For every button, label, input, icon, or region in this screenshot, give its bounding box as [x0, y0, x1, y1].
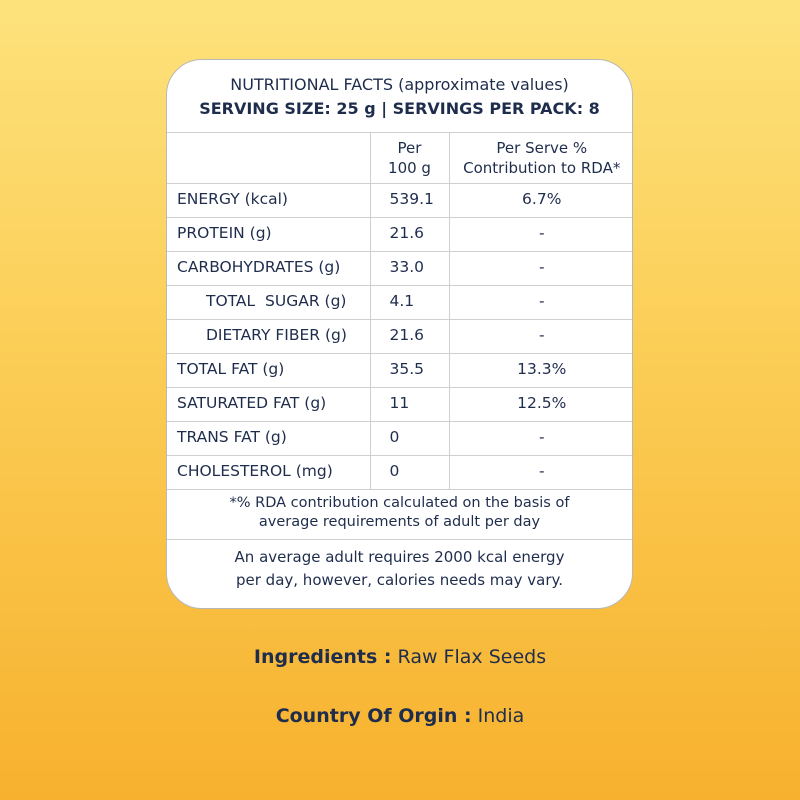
- table-row: [167, 387, 633, 421]
- nutrient-label: CARBOHYDRATES (g): [167, 251, 370, 285]
- rda-value: 13.3%: [449, 353, 633, 387]
- table-row: [167, 183, 633, 217]
- nutrient-label: TRANS FAT (g): [167, 421, 370, 455]
- rda-value: 12.5%: [449, 387, 633, 421]
- rda-footnote-line2: average requirements of adult per day: [258, 513, 541, 530]
- serving-info: SERVING SIZE: 25 g | SERVINGS PER PACK: 8: [199, 99, 600, 118]
- table-row: [167, 455, 633, 489]
- ingredients-line: [0, 646, 800, 668]
- table-row: [167, 421, 633, 455]
- per100-value: 35.5: [370, 353, 449, 387]
- rda-value: 6.7%: [449, 183, 633, 217]
- rda-value: -: [449, 421, 633, 455]
- header-rda-line1: Per Serve %: [496, 138, 588, 157]
- origin-label: Country Of Orgin :: [275, 705, 472, 727]
- energy-footnote: [167, 540, 632, 592]
- per100-value: 21.6: [370, 319, 449, 353]
- per100-value: 539.1: [370, 183, 449, 217]
- per100-value: 11: [370, 387, 449, 421]
- nutrient-label: TOTAL FAT (g): [167, 353, 370, 387]
- header-per100: [370, 133, 449, 183]
- table-row: [167, 285, 633, 319]
- rda-footnote: [167, 490, 632, 540]
- rda-value: -: [449, 251, 633, 285]
- energy-footnote-line1: An average adult requires 2000 kcal energy: [234, 547, 565, 566]
- rda-value: -: [449, 319, 633, 353]
- table-header-row: [167, 133, 633, 183]
- header-blank-cell: [167, 133, 370, 183]
- per100-value: 21.6: [370, 217, 449, 251]
- nutrient-label: ENERGY (kcal): [167, 183, 370, 217]
- ingredients-value: Raw Flax Seeds: [397, 646, 547, 668]
- per100-value: 0: [370, 455, 449, 489]
- per100-value: 0: [370, 421, 449, 455]
- header-rda: [449, 133, 633, 183]
- energy-footnote-line2: per day, however, calories needs may vary.: [236, 570, 563, 589]
- rda-footnote-line1: *% RDA contribution calculated on the basis of: [229, 494, 570, 511]
- nutrient-label: SATURATED FAT (g): [167, 387, 370, 421]
- table-row: [167, 319, 633, 353]
- table-row: [167, 217, 633, 251]
- header-rda-line2: Contribution to RDA*: [463, 158, 621, 177]
- origin-line: [0, 705, 800, 727]
- per100-value: 4.1: [370, 285, 449, 319]
- rda-value: -: [449, 285, 633, 319]
- rda-value: -: [449, 217, 633, 251]
- nutrition-header: [167, 60, 632, 133]
- nutrition-table: [167, 133, 633, 490]
- nutrient-label: PROTEIN (g): [167, 217, 370, 251]
- rda-value: -: [449, 455, 633, 489]
- table-row: [167, 251, 633, 285]
- origin-value: India: [477, 705, 525, 727]
- ingredients-label: Ingredients :: [253, 646, 392, 668]
- table-row: [167, 353, 633, 387]
- nutrition-facts-card: [166, 59, 633, 609]
- per100-value: 33.0: [370, 251, 449, 285]
- nutrient-label: CHOLESTEROL (mg): [167, 455, 370, 489]
- header-per100-line2: 100 g: [388, 158, 431, 177]
- nutrient-label: TOTAL SUGAR (g): [167, 285, 370, 319]
- nutrient-label: DIETARY FIBER (g): [167, 319, 370, 353]
- header-per100-line1: Per: [397, 138, 422, 157]
- nutrition-title: NUTRITIONAL FACTS (approximate values): [230, 75, 569, 94]
